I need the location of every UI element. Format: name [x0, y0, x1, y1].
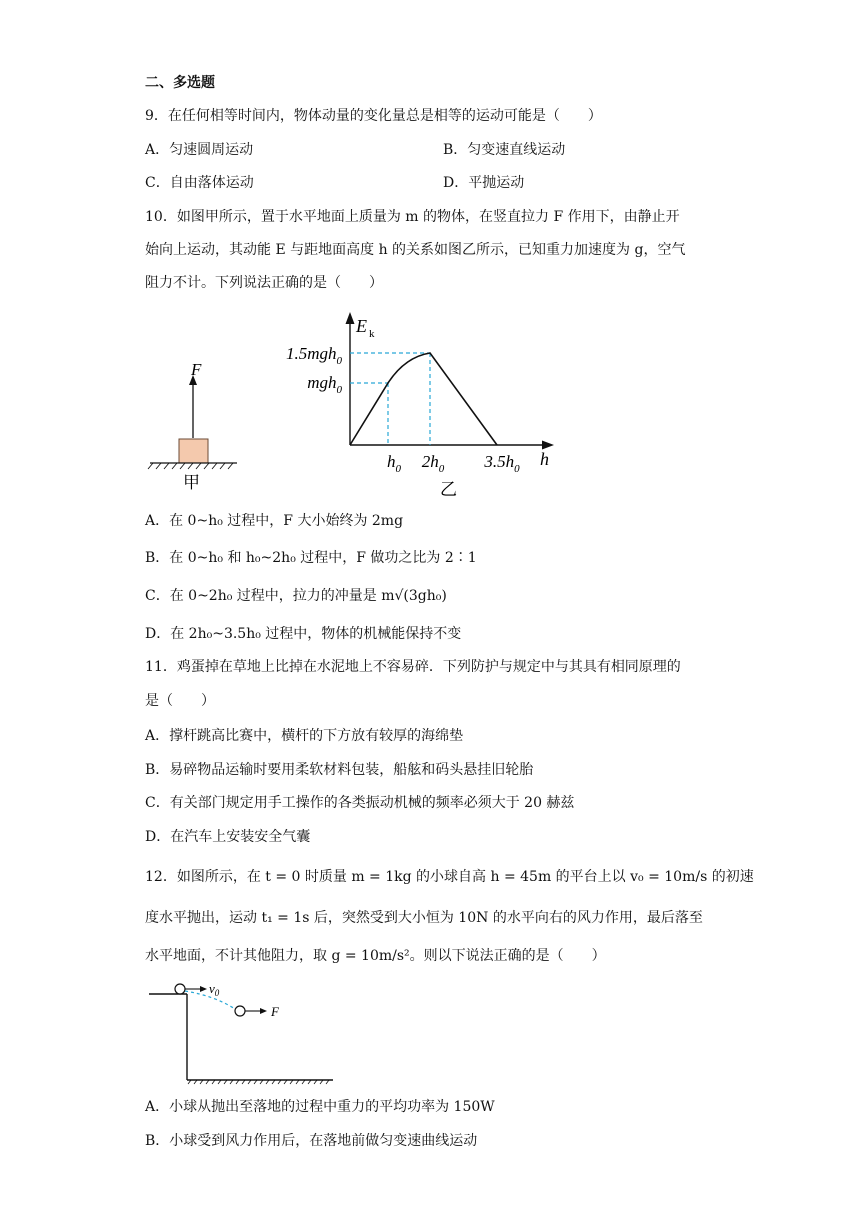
- guide-lines: [350, 353, 430, 445]
- q12-stem-line-2: 度水平抛出，运动 t₁ = 1s 后，突然受到大小恒为 10N 的水平向右的风力作用，最后落至: [145, 910, 703, 926]
- y-axis-label-sub: k: [369, 328, 375, 340]
- x-axis-label: h: [540, 449, 549, 469]
- xtick-3-5h0: $3.5h_0$: [484, 452, 520, 475]
- q10-option-b: B．在 0~h₀ 和 h₀~2h₀ 过程中，F 做功之比为 2∶1: [145, 550, 477, 566]
- q10-stem-line-3: 阻力不计。下列说法正确的是（ ）: [145, 275, 383, 291]
- ball-later: [235, 1006, 245, 1016]
- xtick-h0: $h_0$: [387, 452, 401, 475]
- q10-option-a: A．在 0~h₀ 过程中，F 大小始终为 2mg: [145, 513, 404, 529]
- q12-figure: [145, 978, 345, 1086]
- figure-yi: [270, 305, 570, 503]
- velocity-arrow-icon: [200, 986, 207, 992]
- ball-start: [175, 984, 185, 994]
- q12-option-b: B．小球受到风力作用后，在落地前做匀变速曲线运动: [145, 1133, 478, 1149]
- jia-force-label: F: [191, 360, 202, 379]
- q11-option-b: B．易碎物品运输时要用柔软材料包装，船舷和码头悬挂旧轮胎: [145, 762, 534, 778]
- q9-option-a: A．匀速圆周运动: [145, 142, 254, 158]
- q11-option-c: C．有关部门规定用手工操作的各类振动机械的频率必须大于 20 赫兹: [145, 795, 575, 811]
- q11-stem-line-1: 11．鸡蛋掉在草地上比掉在水泥地上不容易碎．下列防护与规定中与其具有相同原理的: [145, 659, 681, 675]
- section-title: 二、多选题: [145, 75, 215, 91]
- q9-option-d: D．平抛运动: [443, 175, 525, 191]
- q10-stem-line-2: 始向上运动，其动能 E 与距地面高度 h 的关系如图乙所示，已知重力加速度为 g，空气: [145, 242, 686, 258]
- yi-caption: 乙: [440, 480, 457, 499]
- jia-caption: 甲: [183, 473, 200, 492]
- ytick-upper: 1.5mgh$_0$: [285, 344, 342, 367]
- q12-option-a: A．小球从抛出至落地的过程中重力的平均功率为 150W: [145, 1099, 495, 1115]
- ground-hatch: [148, 463, 233, 469]
- figure-jia: [145, 355, 245, 495]
- wind-force-arrow-icon: [260, 1008, 267, 1014]
- y-axis-label: E: [356, 316, 367, 336]
- q11-option-d: D．在汽车上安装安全气囊: [145, 829, 311, 845]
- q9-option-c: C．自由落体运动: [145, 175, 254, 191]
- q9-stem: 9．在任何相等时间内，物体动量的变化量总是相等的运动可能是（ ）: [145, 108, 602, 124]
- y-axis-arrow-icon: [346, 312, 355, 324]
- q9-option-b: B．匀变速直线运动: [443, 142, 566, 158]
- ytick-lower: mgh$_0$: [307, 373, 342, 396]
- q10-option-c: C．在 0~2h₀ 过程中，拉力的冲量是 m√(3gh₀): [145, 588, 447, 604]
- q10-stem-line-1: 10．如图甲所示，置于水平地面上质量为 m 的物体，在竖直拉力 F 作用下，由静止开: [145, 209, 680, 225]
- velocity-label: $v_0$: [209, 981, 220, 998]
- q11-option-a: A．撑杆跳高比赛中，横杆的下方放有较厚的海绵垫: [145, 728, 464, 744]
- block: [179, 439, 208, 463]
- q12-stem-line-3: 水平地面，不计其他阻力，取 g = 10m/s²。则以下说法正确的是（ ）: [145, 948, 606, 964]
- ek-curve: [350, 353, 497, 445]
- wind-force-label: F: [271, 1004, 279, 1019]
- q12-stem-line-1: 12．如图所示，在 t = 0 时质量 m = 1kg 的小球自高 h = 45m 的平台上以 v₀ = 10m/s 的初速: [145, 869, 754, 885]
- q11-stem-line-2: 是（ ）: [145, 693, 215, 709]
- xtick-2h0: $2h_0$: [421, 452, 445, 475]
- q10-option-d: D．在 2h₀~3.5h₀ 过程中，物体的机械能保持不变: [145, 626, 462, 642]
